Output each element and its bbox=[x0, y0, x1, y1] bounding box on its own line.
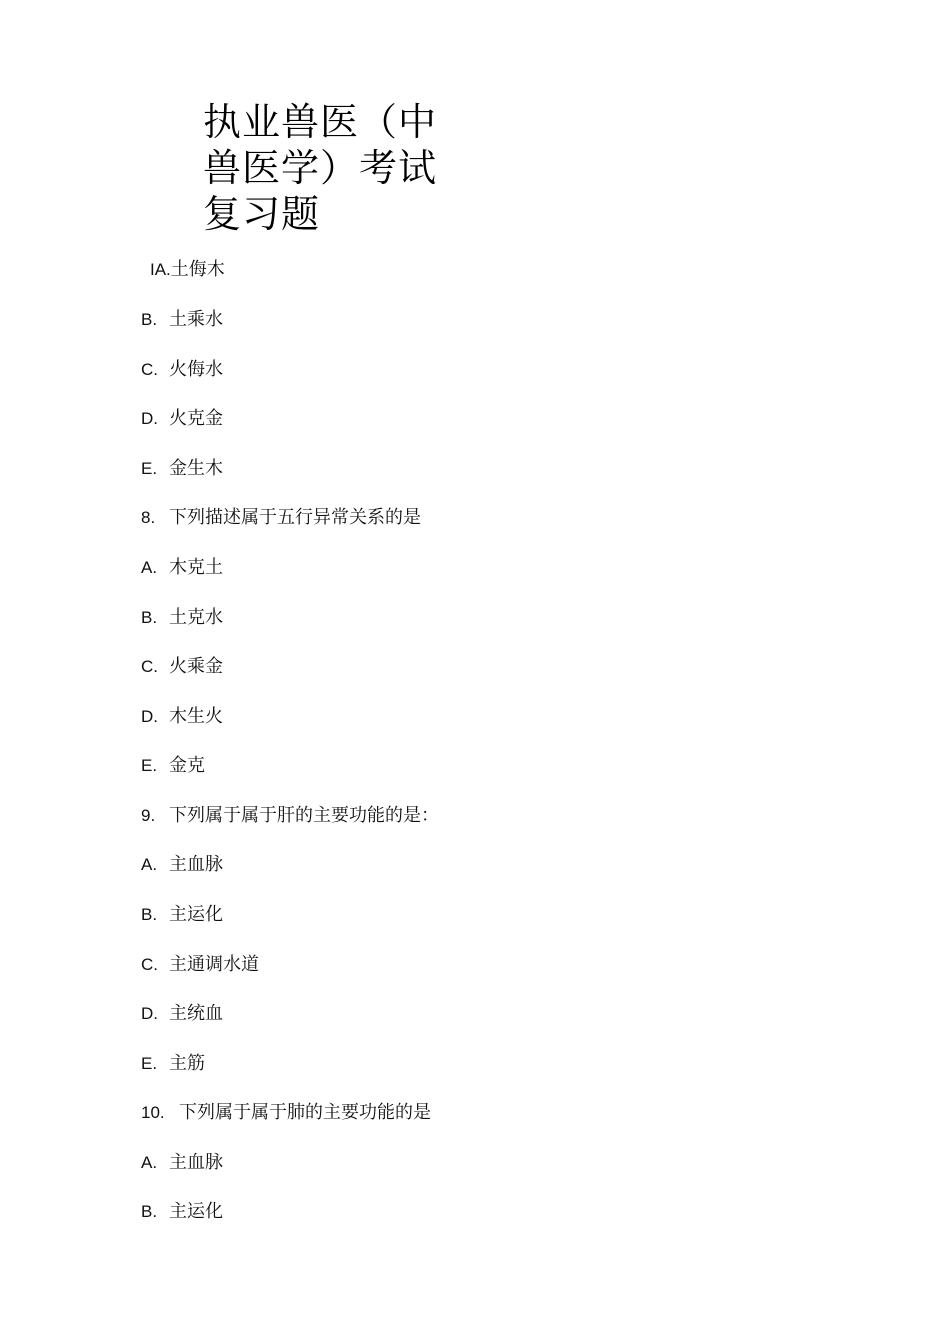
option-marker: D. bbox=[141, 409, 158, 428]
option-text: 土克水 bbox=[169, 607, 223, 628]
option-line bbox=[141, 407, 223, 431]
option-line bbox=[141, 953, 259, 977]
question-line bbox=[141, 804, 439, 828]
title-line: 兽医学）考试 bbox=[203, 146, 438, 190]
option-line bbox=[141, 903, 223, 927]
option-line bbox=[141, 556, 223, 580]
option-line bbox=[141, 258, 225, 282]
question-text: 下列描述属于五行异常关系的是 bbox=[169, 507, 421, 528]
option-marker: B. bbox=[141, 905, 158, 924]
option-text: 木克土 bbox=[169, 557, 223, 578]
option-marker: E. bbox=[141, 1054, 158, 1073]
option-line bbox=[141, 606, 223, 630]
option-marker: D. bbox=[141, 1004, 158, 1023]
title-line: 执业兽医（中 bbox=[203, 100, 438, 144]
title-line: 复习题 bbox=[203, 192, 321, 236]
option-marker: E. bbox=[141, 756, 158, 775]
question-number: 8. bbox=[141, 508, 156, 527]
option-text: 火乘金 bbox=[169, 656, 223, 677]
option-marker: A. bbox=[141, 1153, 158, 1172]
question-line bbox=[141, 1101, 431, 1125]
document-title bbox=[203, 99, 443, 237]
question-number: 9. bbox=[141, 806, 156, 825]
option-marker: A. bbox=[141, 558, 158, 577]
option-line bbox=[141, 1002, 223, 1026]
option-text: 主统血 bbox=[169, 1003, 223, 1024]
option-line bbox=[141, 1151, 223, 1175]
option-marker: B. bbox=[141, 608, 158, 627]
option-line bbox=[141, 853, 223, 877]
question-line bbox=[141, 506, 421, 530]
option-marker: C. bbox=[141, 657, 158, 676]
option-text: 金克 bbox=[169, 755, 205, 776]
option-text: 主筋 bbox=[169, 1053, 205, 1074]
option-marker: B. bbox=[141, 310, 158, 329]
option-line bbox=[141, 308, 223, 332]
option-line bbox=[141, 358, 223, 382]
option-line bbox=[141, 705, 223, 729]
question-text: 下列属于属于肝的主要功能的是： bbox=[169, 805, 439, 826]
option-marker: C. bbox=[141, 360, 158, 379]
option-line bbox=[141, 1052, 205, 1076]
question-text: 下列属于属于肺的主要功能的是 bbox=[179, 1102, 431, 1123]
question-number: 10. bbox=[141, 1103, 165, 1122]
option-line bbox=[141, 1200, 223, 1224]
option-text: 主运化 bbox=[169, 904, 223, 925]
option-marker: IA. bbox=[150, 260, 171, 279]
option-text: 火侮水 bbox=[169, 359, 223, 380]
option-marker: E. bbox=[141, 459, 158, 478]
option-text: 土侮木 bbox=[170, 259, 225, 280]
option-marker: D. bbox=[141, 707, 158, 726]
option-line bbox=[141, 754, 205, 778]
option-text: 主血脉 bbox=[169, 854, 223, 875]
option-text: 土乘水 bbox=[169, 309, 223, 330]
option-text: 主血脉 bbox=[169, 1152, 223, 1173]
option-marker: A. bbox=[141, 855, 158, 874]
option-marker: B. bbox=[141, 1202, 158, 1221]
option-line bbox=[141, 457, 223, 481]
option-text: 主通调水道 bbox=[169, 954, 259, 975]
option-line bbox=[141, 655, 223, 679]
option-marker: C. bbox=[141, 955, 158, 974]
option-text: 金生木 bbox=[169, 458, 223, 479]
option-text: 火克金 bbox=[169, 408, 223, 429]
option-text: 主运化 bbox=[169, 1201, 223, 1222]
option-text: 木生火 bbox=[169, 706, 223, 727]
